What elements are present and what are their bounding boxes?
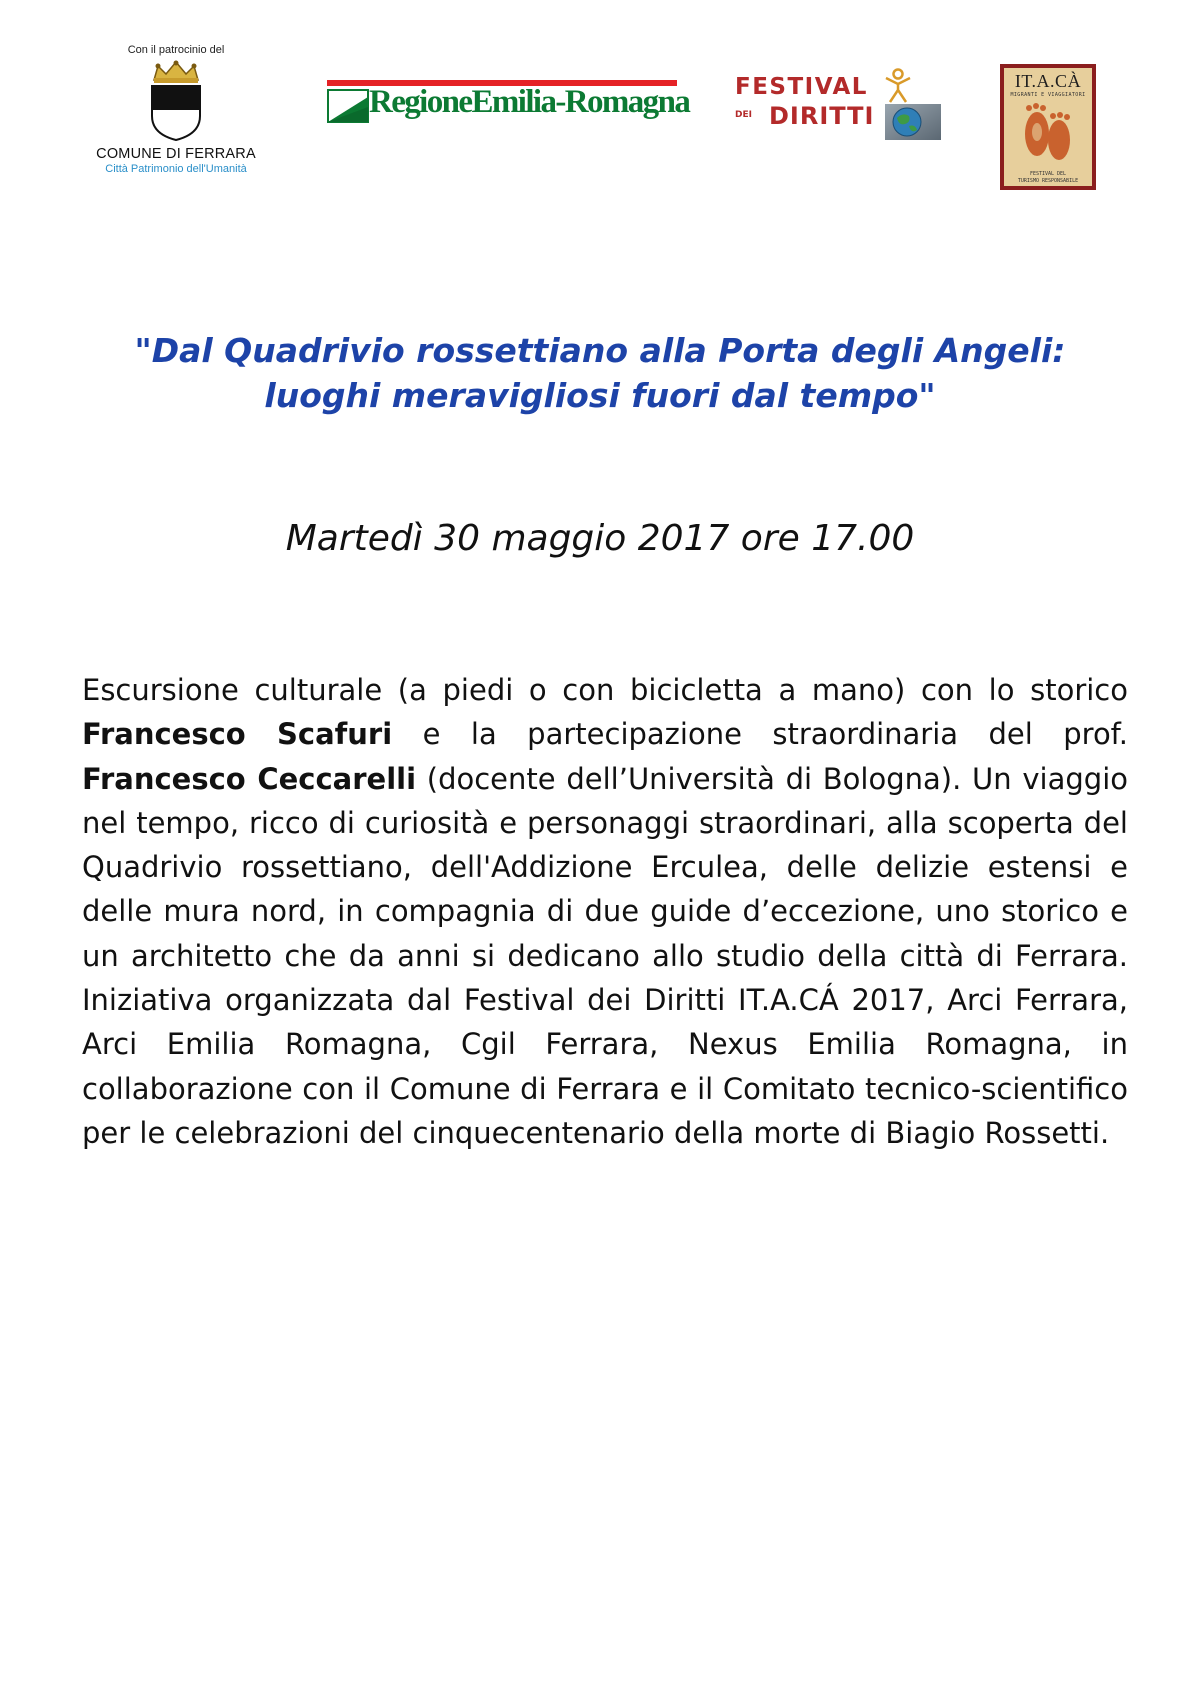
description-part2: e la partecipazione straordinaria del prof. [392, 717, 1129, 752]
comune-ferrara-logo [88, 44, 264, 175]
itaca-bottom-line1: FESTIVAL DEL [1029, 171, 1067, 177]
globe-icon [885, 104, 941, 140]
speaker-name-2: Francesco Ceccarelli [82, 761, 417, 796]
event-title-line1: "Dal Quadrivio rossettiano alla Porta degli Angeli: [134, 331, 1066, 370]
event-date: Martedì 30 maggio 2017 ore 17.00 [285, 518, 915, 559]
patrocinio-label: Con il patrocinio del [127, 44, 225, 56]
footprints-icon [1013, 100, 1083, 170]
description-part1: Escursione culturale (a piedi o con bicicletta a mano) con lo storico [82, 673, 1128, 707]
human-figure-icon [883, 68, 913, 104]
regione-emblem-icon [327, 89, 369, 123]
itaca-title: IT.A.CÀ [1014, 71, 1082, 91]
itaca-logo [1000, 64, 1096, 190]
coat-of-arms-icon [146, 60, 206, 142]
dei-word: DEI [735, 110, 752, 120]
comune-name: COMUNE DI FERRARA [96, 146, 256, 162]
event-title [0, 328, 1200, 418]
itaca-bottom-line2: TURISMO RESPONSABILE [1017, 178, 1079, 184]
speaker-name-1: Francesco Scafuri [82, 717, 393, 752]
regione-emilia-romagna-logo [327, 80, 690, 128]
event-description [82, 668, 1128, 1155]
event-title-line2: luoghi meravigliosi fuori dal tempo" [264, 376, 936, 415]
festival-word: FESTIVAL [735, 74, 868, 100]
regione-name: RegioneEmilia-Romagna [369, 84, 690, 120]
comune-subtitle: Città Patrimonio dell'Umanità [105, 163, 247, 175]
festival-dei-diritti-logo [735, 68, 940, 140]
itaca-subtitle: MIGRANTI E VIAGGIATORI [1010, 92, 1086, 98]
diritti-word: DIRITTI [769, 102, 875, 130]
description-part3: (docente dell’Università di Bologna). Un viaggio nel tempo, ricco di curiosità e personaggi straordinari, alla scoperta del Quadrivio rossettiano, dell'Addizione Erculea, delle delizie estensi e delle mura nord, in compagnia di due guide d’eccezione, uno storico e un architetto che da anni si dedicano allo studio della città di Ferrara. Iniziativa organizzata dal Festival dei Diritti IT.A.CÁ 2017, Arci Ferrara, Arci Emilia Romagna, Cgil Ferrara, Nexus Emilia Romagna, in collaborazione con il Comune di Ferrara e il Comitato tecnico-scientifico per le celebrazioni del cinquecentenario della morte di Biagio Rossetti. [82, 761, 1129, 1150]
